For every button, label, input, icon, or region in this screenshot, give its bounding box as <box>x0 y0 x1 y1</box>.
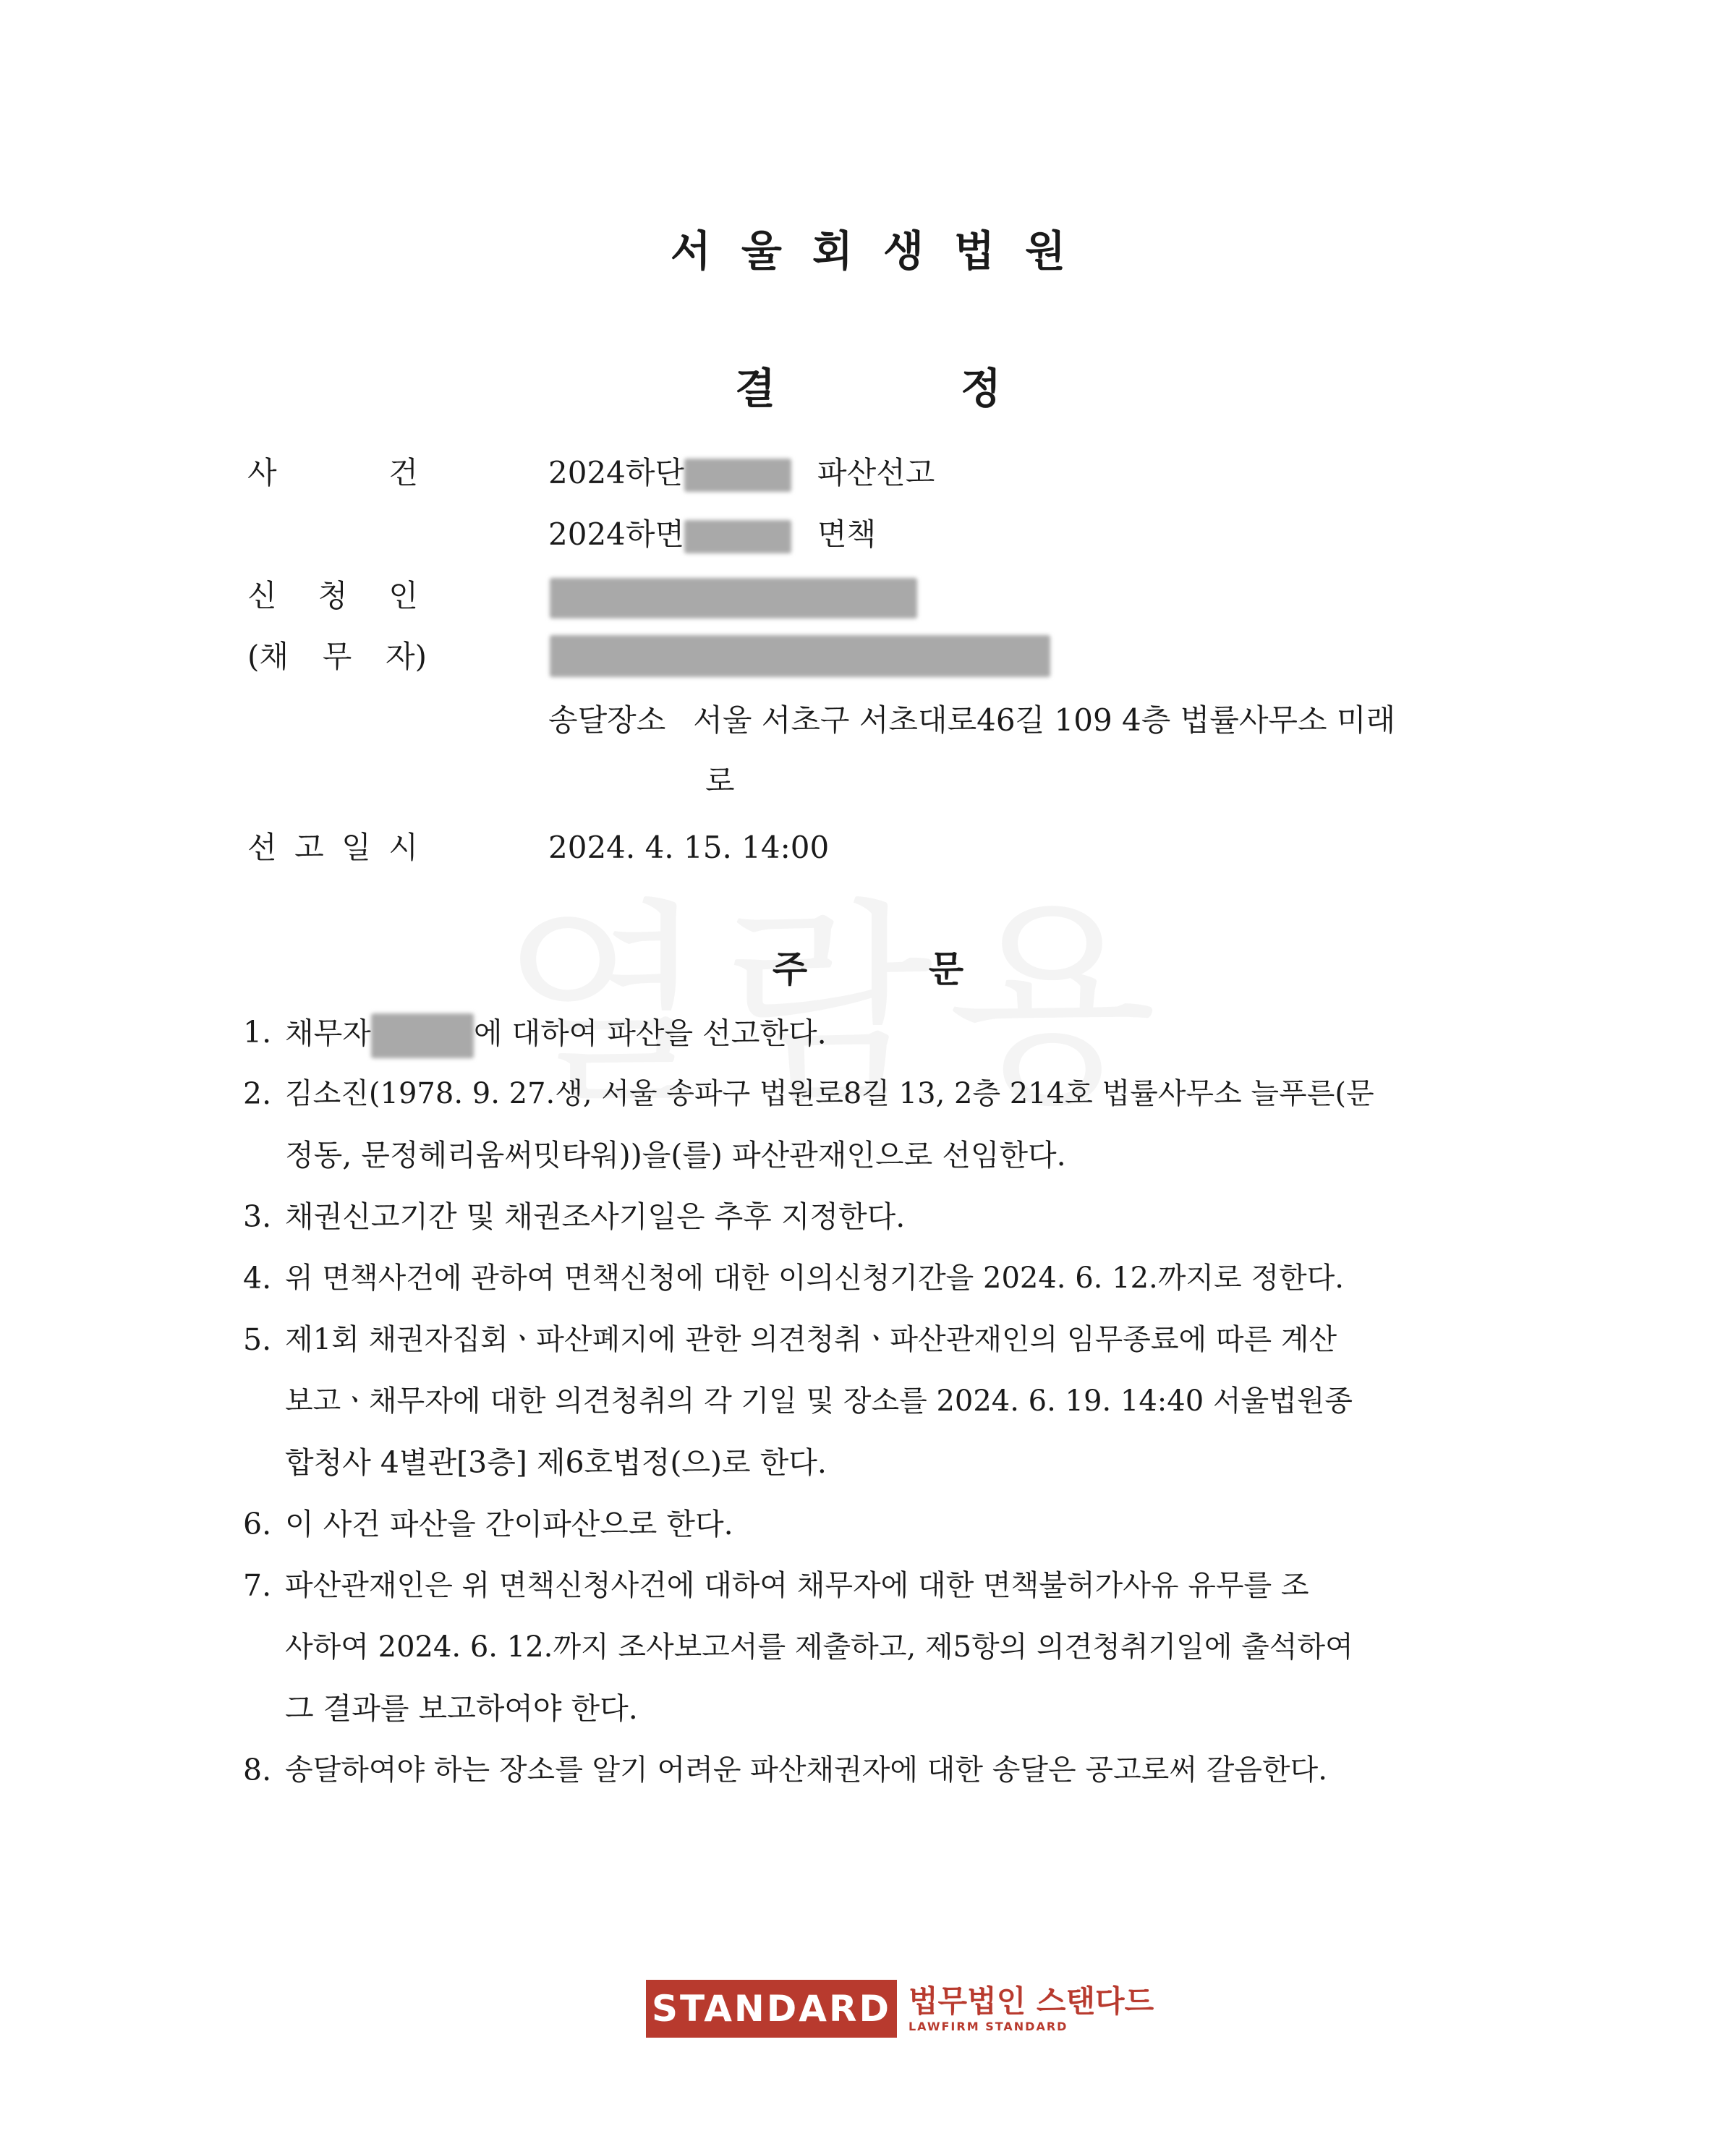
applicant-name-redacted <box>550 577 917 618</box>
debtor-label: (채 무 자) <box>247 639 427 674</box>
order-item-number: 3. <box>243 1199 272 1234</box>
logo-english-name: LAWFIRM STANDARD <box>908 2020 1068 2033</box>
order-item-1: 채무자 에 대하여 파산을 선고한다. <box>285 1013 827 1058</box>
order-item-number: 1. <box>243 1015 272 1050</box>
order-item-4: 위 면책사건에 관하여 면책신청에 대한 이의신청기간을 2024. 6. 12.까지로 정한다. <box>285 1262 1344 1295</box>
case-label: 사 건 <box>247 455 418 490</box>
order-item-5-line-2: 보고ㆍ채무자에 대한 의견청취의 각 기일 및 장소를 2024. 6. 19. 14:40 서울법원종 <box>285 1384 1353 1418</box>
redacted-name <box>550 578 917 618</box>
redacted-debtor-name <box>371 1013 474 1058</box>
delivery-place: 송달장소 서울 서초구 서초대로46길 109 4층 법률사무소 미래 <box>548 702 1396 738</box>
case-number-discharge: 2024하면 면책 <box>548 516 877 552</box>
order-item-3: 채권신고기간 및 채권조사기일은 추후 지정한다. <box>285 1199 906 1234</box>
applicant-label: 신 청 인 <box>247 578 418 613</box>
document-title <box>0 354 1736 415</box>
logo-text <box>909 1983 1154 2034</box>
order-item-2-line-1: 김소진(1978. 9. 27.생, 서울 송파구 법원로8길 13, 2층 214호 법률사무소 늘푸른(문 <box>285 1077 1374 1110</box>
case-number-bankruptcy: 2024하단 파산선고 <box>548 455 935 490</box>
law-firm-logo <box>646 1980 1154 2038</box>
order-item-number: 4. <box>243 1261 272 1296</box>
redacted-case-number <box>684 459 791 492</box>
order-item-5-line-3: 합청사 4별관[3층] 제6호법정(으)로 한다. <box>285 1445 827 1480</box>
delivery-place-cont: 로 <box>705 763 735 799</box>
order-item-6: 이 사건 파산을 간이파산으로 한다. <box>285 1507 733 1541</box>
debtor-address-redacted <box>550 635 1050 677</box>
order-item-7-line-3: 그 결과를 보고하여야 한다. <box>285 1691 638 1726</box>
pronounce-datetime: 2024. 4. 15. 14:00 <box>548 830 830 865</box>
order-item-number: 2. <box>243 1076 272 1111</box>
pronounce-label: 선 고 일 시 <box>247 830 418 865</box>
order-item-5-line-1: 제1회 채권자집회ㆍ파산폐지에 관한 의견청취ㆍ파산관재인의 임무종료에 따른 계산 <box>285 1323 1337 1356</box>
order-item-number: 6. <box>243 1507 272 1541</box>
logo-mark: STANDARD <box>646 1980 897 2038</box>
court-name: 서울회생법원 <box>670 226 1097 276</box>
order-item-7-line-1: 파산관재인은 위 면책신청사건에 대하여 채무자에 대한 면책불허가사유 유무를 조 <box>285 1569 1309 1602</box>
logo-korean-name: 법무법인 스탠다드 <box>908 1983 1154 2019</box>
order-item-number: 8. <box>243 1753 272 1787</box>
order-item-number: 7. <box>243 1568 272 1603</box>
order-item-2-line-2: 정동, 문정헤리움써밋타워))을(를) 파산관재인으로 선임한다. <box>285 1138 1066 1173</box>
redacted-case-number <box>684 520 791 553</box>
order-title: 주 문 <box>772 948 964 990</box>
order-item-7-line-2: 사하여 2024. 6. 12.까지 조사보고서를 제출하고, 제5항의 의견청취기일에 출석하여 <box>285 1630 1353 1664</box>
order-item-8: 송달하여야 하는 장소를 알기 어려운 파산채권자에 대한 송달은 공고로써 갈음한다. <box>285 1753 1327 1787</box>
redacted-address <box>550 635 1050 677</box>
title-char: 정 <box>960 364 1002 413</box>
order-item-number: 5. <box>243 1322 272 1357</box>
title-char: 결 <box>734 364 776 413</box>
